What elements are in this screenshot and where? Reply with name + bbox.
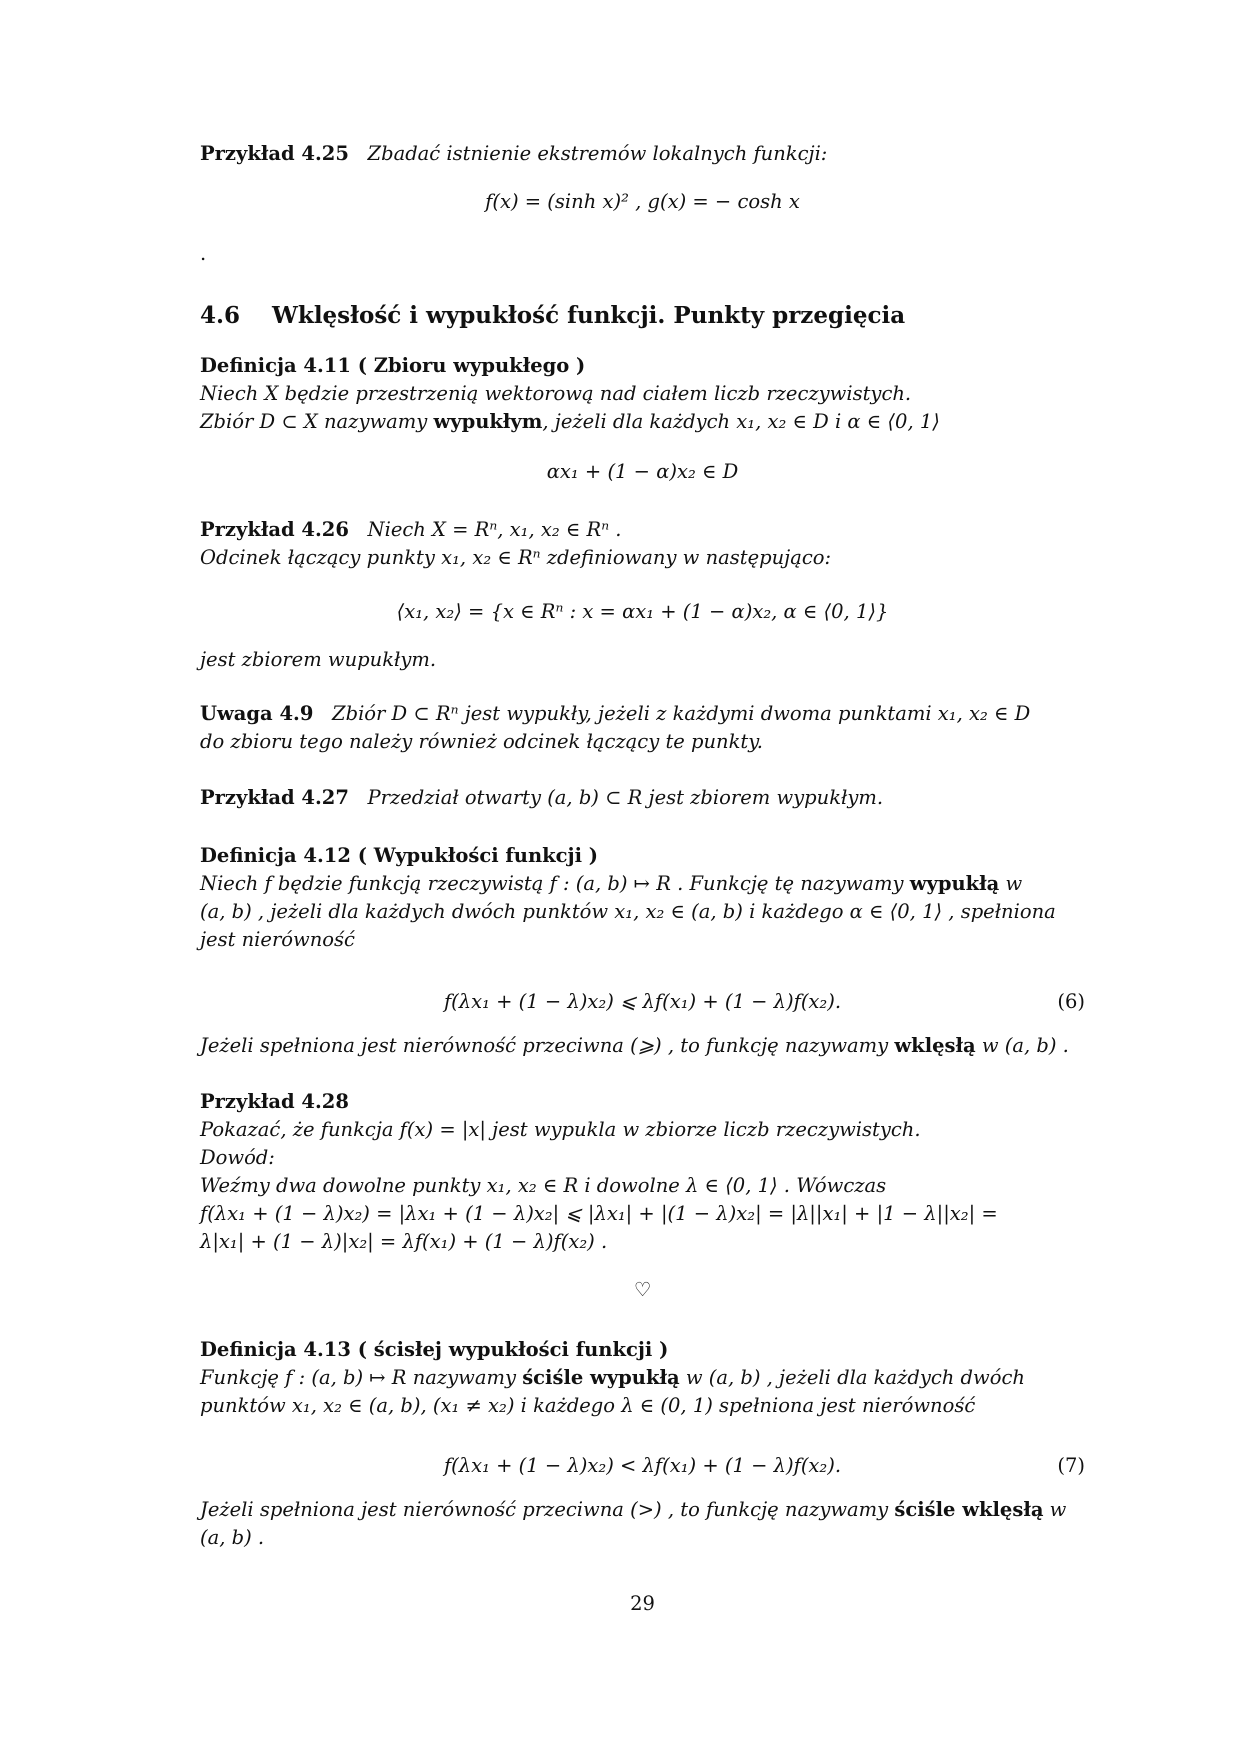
equation-7 [200,1452,1085,1480]
equation-6 [200,988,1085,1016]
example-4-26 [200,516,1085,544]
text-part: w [1043,1498,1067,1521]
example-4-28-line2: Dowód: [200,1146,275,1169]
page-number: 29 [630,1592,655,1615]
bold-term: wklęsłą [894,1034,976,1057]
example-4-28-label: Przykład 4.28 [200,1090,349,1113]
example-4-28-line3: Weźmy dwa dowolne punkty x₁, x₂ ∈ R i dowolne λ ∈ ⟨0, 1⟩ . Wówczas [200,1174,887,1197]
remark-label: Uwaga 4.9 [200,702,314,725]
formula-strict-convex: f(λx₁ + (1 − λ)x₂) < λf(x₁) + (1 − λ)f(x₂). [443,1454,842,1477]
text-part: Funkcję f : (a, b) ↦ R nazywamy [200,1366,523,1389]
example-4-26-line2: Odcinek łączący punkty x₁, x₂ ∈ Rⁿ zdefiniowany w następująco: [200,546,832,569]
section-heading [200,302,1085,330]
section-number: 4.6 [200,302,241,329]
example-4-28-line1: Pokazać, że funkcja f(x) = |x| jest wypukla w zbiorze liczb rzeczywistych. [200,1118,921,1141]
text-part: Jeżeli spełniona jest nierówność przeciwna (⩾) , to funkcję nazywamy [200,1034,895,1057]
definition-4-11-line2 [200,408,1085,436]
formula-convex-set: αx₁ + (1 − α)x₂ ∈ D [546,460,739,483]
remark-text: Zbiór D ⊂ Rⁿ jest wypukły, jeżeli z każdymi dwoma punktami x₁, x₂ ∈ D [332,702,1031,725]
example-4-26-line3: jest zbiorem wupukłym. [200,648,437,671]
formula-convex-function: f(λx₁ + (1 − λ)x₂) ⩽ λf(x₁) + (1 − λ)f(x₂). [443,990,842,1013]
example-4-25 [200,140,1085,168]
definition-4-11-label: Definicja 4.11 ( Zbioru wypukłego ) [200,354,586,377]
bold-term: ściśle wklęsłą [894,1498,1044,1521]
bold-term: wypukłą [909,872,1000,895]
definition-4-13-line1 [200,1364,1085,1392]
text-part: w [999,872,1023,895]
example-4-28-line4: f(λx₁ + (1 − λ)x₂) = |λx₁ + (1 − λ)x₂| ⩽ |λx₁| + |(1 − λ)x₂| = |λ||x₁| + |1 − λ||x₂| = [200,1202,998,1225]
section-title: Wklęsłość i wypukłość funkcji. Punkty przegięcia [272,302,906,329]
remark-4-9 [200,700,1085,728]
remark-4-9-line2: do zbioru tego należy również odcinek łączący te punkty. [200,730,763,753]
text-part: w (a, b) , jeżeli dla każdych dwóch [679,1366,1025,1389]
text-part: Zbiór D ⊂ X nazywamy [200,410,434,433]
definition-4-12-label: Definicja 4.12 ( Wypukłości funkcji ) [200,844,599,867]
definition-4-13-label: Definicja 4.13 ( ścisłej wypukłości funkcji ) [200,1338,669,1361]
formula-segment: ⟨x₁, x₂⟩ = {x ∈ Rⁿ : x = αx₁ + (1 − α)x₂, α ∈ ⟨0, 1⟩} [396,600,889,623]
equation-number: (6) [1057,990,1085,1013]
qed-heart-icon: ♡ [633,1278,652,1301]
definition-4-13-line3 [200,1496,1085,1524]
example-4-28-line5: λ|x₁| + (1 − λ)|x₂| = λf(x₁) + (1 − λ)f(x₂) . [200,1230,608,1253]
equation-number: (7) [1057,1454,1085,1477]
example-text: Niech X = Rⁿ, x₁, x₂ ∈ Rⁿ . [367,518,622,541]
definition-4-11-line1: Niech X będzie przestrzenią wektorową nad ciałem liczb rzeczywistych. [200,382,912,405]
text-part: , jeżeli dla każdych x₁, x₂ ∈ D i α ∈ ⟨0, 1⟩ [542,410,940,433]
formula-4-25: f(x) = (sinh x)² , g(x) = − cosh x [485,190,800,213]
text-part: Jeżeli spełniona jest nierówność przeciwna (>) , to funkcję nazywamy [200,1498,895,1521]
text-part: Niech f będzie funkcją rzeczywistą f : (a, b) ↦ R . Funkcję tę nazywamy [200,872,910,895]
definition-4-12-line3: jest nierówność [200,928,355,951]
stray-dot: . [200,242,207,265]
bold-term: wypukłym [433,410,543,433]
bold-term: ściśle wypukłą [522,1366,680,1389]
definition-4-13-line2: punktów x₁, x₂ ∈ (a, b), (x₁ ≠ x₂) i każdego λ ∈ (0, 1) spełniona jest nierówność [200,1394,976,1417]
definition-4-12-line2: (a, b) , jeżeli dla każdych dwóch punktów x₁, x₂ ∈ (a, b) i każdego α ∈ ⟨0, 1⟩ , spełniona [200,900,1056,923]
example-label: Przykład 4.26 [200,518,349,541]
example-text: Przedział otwarty (a, b) ⊂ R jest zbiorem wypukłym. [367,786,884,809]
example-4-27 [200,784,1085,812]
example-text: Zbadać istnienie ekstremów lokalnych funkcji: [367,142,828,165]
definition-4-13-line4: (a, b) . [200,1526,265,1549]
example-label: Przykład 4.27 [200,786,349,809]
text-part: w (a, b) . [975,1034,1069,1057]
definition-4-12-line4 [200,1032,1085,1060]
example-label: Przykład 4.25 [200,142,349,165]
definition-4-12-line1 [200,870,1085,898]
